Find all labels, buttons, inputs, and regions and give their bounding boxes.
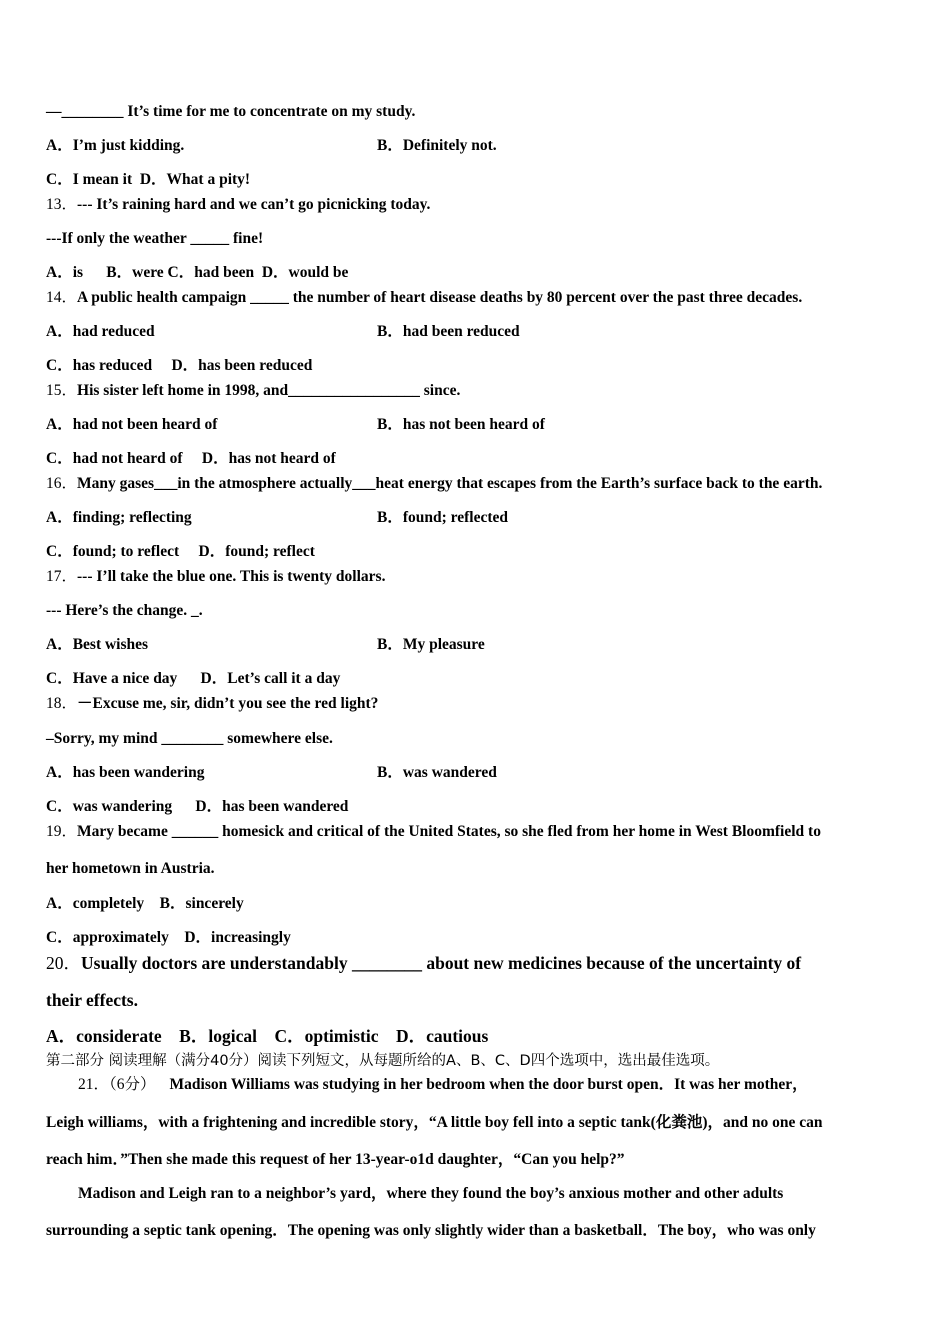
q21-para1-line1-text: Madison Williams was studying in her bedroom when the door burst open．It was her mother， xyxy=(169,1076,808,1093)
q18-line2: –Sorry, my mind ________ somewhere else. xyxy=(46,730,333,747)
q21-number: 21．（6分） xyxy=(78,1076,156,1093)
q17-line2: --- Here’s the change. _. xyxy=(46,602,203,619)
q13-stem-text: --- It’s raining hard and we can’t go picnicking today. xyxy=(77,196,431,213)
q18-stem xyxy=(46,694,378,714)
q16-options-cd: C．found; to reflect D．found; reflect xyxy=(46,543,315,560)
q15-number: 15． xyxy=(46,382,78,399)
q14-option-b: B．had been reduced xyxy=(377,323,520,340)
q17-option-a: A．Best wishes xyxy=(46,636,149,653)
q20-options: A．considerate B．logical C．optimistic D．cautious xyxy=(46,1026,489,1046)
q17-stem xyxy=(46,567,385,587)
q14-stem xyxy=(46,288,802,308)
q18-option-a: A．has been wandering xyxy=(46,764,205,781)
q13-number: 13． xyxy=(46,196,78,213)
q21-para1-line2: Leigh williams，with a frightening and incredible story，“A little boy fell into a septic tank(化粪池)，and no one can xyxy=(46,1114,823,1131)
q19-stem xyxy=(46,822,821,842)
q16-stem-text: Many gases___in the atmosphere actually___heat energy that escapes from the Earth’s surface back to the earth. xyxy=(77,475,823,492)
q15-options-cd: C．had not heard of D．has not heard of xyxy=(46,450,336,467)
q15-stem-text: His sister left home in 1998, and_________________ since. xyxy=(77,382,461,399)
q21-para2-line2: surrounding a septic tank opening．The opening was only slightly wider than a basketball．The boy，who was only xyxy=(46,1222,816,1239)
q15-option-a: A．had not been heard of xyxy=(46,416,218,433)
q15-option-b: B．has not been heard of xyxy=(377,416,545,433)
q14-option-a: A．had reduced xyxy=(46,323,155,340)
q13-options: A．is B．were C．had been D．would be xyxy=(46,264,349,281)
q12-prompt: —________ It’s time for me to concentrate on my study. xyxy=(46,103,416,120)
q12-option-b: B．Definitely not. xyxy=(377,137,497,154)
q16-option-b: B．found; reflected xyxy=(377,509,509,526)
q20-number: 20． xyxy=(46,953,81,973)
q20-stem-cont: their effects. xyxy=(46,990,138,1010)
section2-heading: 第二部分 阅读理解（满分40分）阅读下列短文，从每题所给的A、B、C、D四个选项中，选出最佳选项。 xyxy=(46,1053,720,1069)
q16-number: 16． xyxy=(46,475,78,492)
q21-para1-line1 xyxy=(46,1075,808,1095)
q17-number: 17． xyxy=(46,568,78,585)
q16-stem xyxy=(46,474,822,494)
q13-line2: ---If only the weather _____ fine! xyxy=(46,230,264,247)
q21-para2-line1: Madison and Leigh ran to a neighbor’s yard，where they found the boy’s anxious mother and other adults xyxy=(78,1185,784,1202)
q12-options-cd: C．I mean it D．What a pity! xyxy=(46,171,251,188)
q14-options-cd: C．has reduced D．has been reduced xyxy=(46,357,313,374)
q19-stem-text: Mary became ______ homesick and critical of the United States, so she fled from her home in West Bloomfield to xyxy=(77,823,821,840)
q15-stem xyxy=(46,381,460,401)
q18-number: 18． xyxy=(46,695,78,712)
q18-stem-text: －Excuse me, sir, didn’t you see the red light? xyxy=(77,695,379,712)
q19-number: 19． xyxy=(46,823,78,840)
q18-options-cd: C．was wandering D．has been wandered xyxy=(46,798,349,815)
q19-options-ab: A．completely B．sincerely xyxy=(46,895,244,912)
q17-option-b: B．My pleasure xyxy=(377,636,485,653)
q19-options-cd: C．approximately D．increasingly xyxy=(46,929,291,946)
q13-stem xyxy=(46,195,430,215)
q19-stem-cont: her hometown in Austria. xyxy=(46,860,215,877)
q18-option-b: B．was wandered xyxy=(377,764,497,781)
q20-stem xyxy=(46,952,801,974)
q16-option-a: A．finding; reflecting xyxy=(46,509,192,526)
q20-stem-text: Usually doctors are understandably ________ about new medicines because of the uncertainty of xyxy=(81,953,802,973)
q14-stem-text: A public health campaign _____ the number of heart disease deaths by 80 percent over the past three decades. xyxy=(77,289,803,306)
q17-stem-text: --- I’ll take the blue one. This is twenty dollars. xyxy=(77,568,386,585)
q17-options-cd: C．Have a nice day D．Let’s call it a day xyxy=(46,670,341,687)
q14-number: 14． xyxy=(46,289,78,306)
q21-para1-line3: reach him．”Then she made this request of her 13-year-o1d daughter，“Can you help?” xyxy=(46,1151,625,1168)
q12-option-a: A．I’m just kidding. xyxy=(46,137,185,154)
